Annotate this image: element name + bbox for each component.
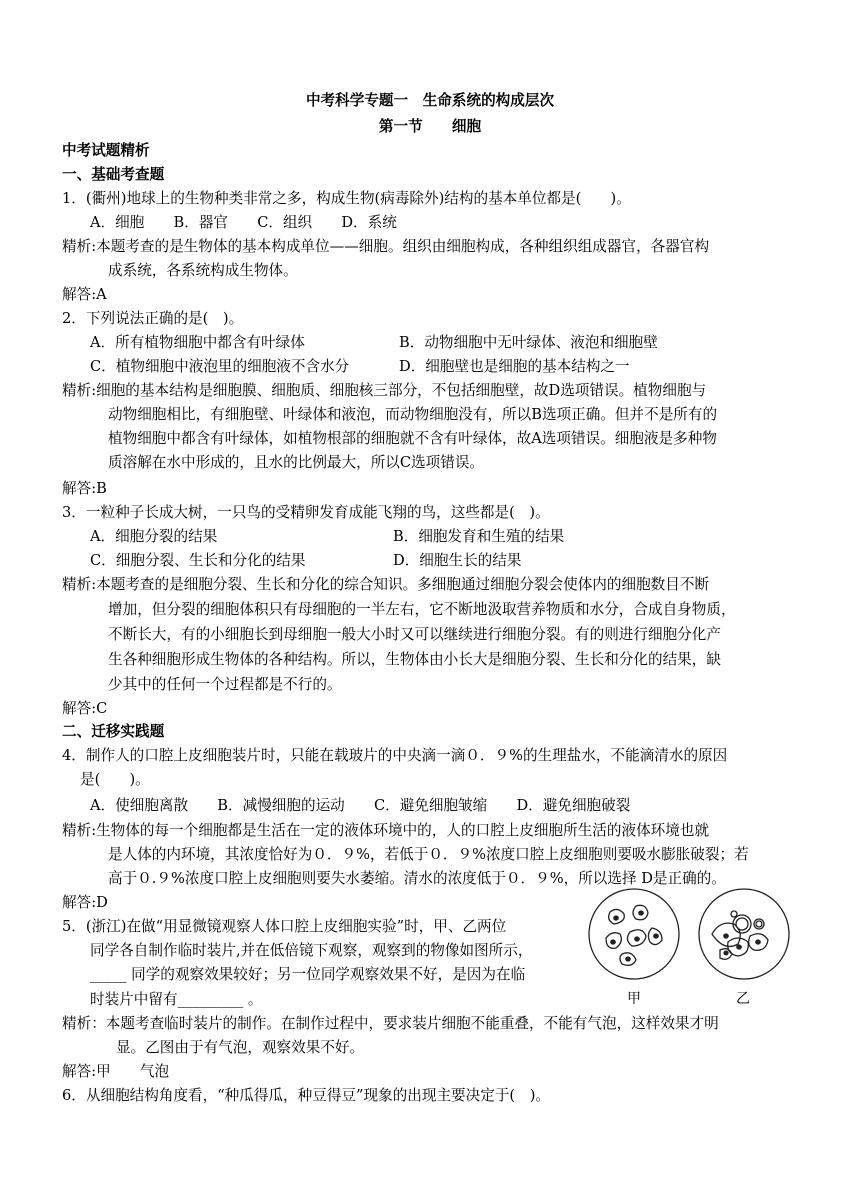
page-title: 中考科学专题一 生命系统的构成层次 <box>305 92 555 109</box>
q4-stem-line-1: 4．制作人的口腔上皮细胞装片时，只能在载玻片的中央滴一滴０．９%的生理盐水，不能滴清水的原因 <box>62 747 728 764</box>
q5-answer: 解答:甲 气泡 <box>62 1063 170 1080</box>
q3-analysis-line-5: 少其中的任何一个过程都是不行的。 <box>108 676 342 693</box>
q2-option-c: C．植物细胞中液泡里的细胞液不含水分 <box>90 358 350 375</box>
q2-option-a: A．所有植物细胞中都含有叶绿体 <box>90 334 305 351</box>
figure-label-yi: 乙 <box>736 991 750 1007</box>
page-subtitle: 第一节 细胞 <box>378 118 482 135</box>
section-1-heading: 一、基础考查题 <box>62 166 165 183</box>
microscope-figure <box>582 884 802 1010</box>
microscope-views-illustration <box>582 884 802 1010</box>
q5-analysis-line-1: 精析：本题考查临时装片的制作。在制作过程中，要求装片细胞不能重叠，不能有气泡，这样效果才明 <box>62 1015 719 1032</box>
q5-stem-line-4: 时装片中留有_________ 。 <box>90 991 263 1008</box>
q3-option-c: C．细胞分裂、生长和分化的结果 <box>90 552 306 569</box>
q4-analysis-line-2: 是人体的内环境，其浓度恰好为０．９%，若低于０．９%浓度口腔上皮细胞则要吸水膨胀破裂；若 <box>108 846 749 863</box>
section-main-heading: 中考试题精析 <box>62 142 150 159</box>
q1-analysis-line-2: 成系统，各系统构成生物体。 <box>108 262 298 279</box>
q2-analysis-line-3: 植物细胞中都含有叶绿体，如植物根部的细胞就不含有叶绿体，故A选项错误。细胞液是多种物 <box>108 430 717 447</box>
q4-analysis-line-3: 高于０.９%浓度口腔上皮细胞则要失水萎缩。清水的浓度低于０．９%，所以选择 D是正确的。 <box>108 870 726 887</box>
q1-analysis-line-1: 精析:本题考查的是生物体的基本构成单位——细胞。组织由细胞构成，各种组织组成器官，各器官构 <box>62 238 710 255</box>
q4-options: A．使细胞离散 B．减慢细胞的运动 C．避免细胞皱缩 D．避免细胞破裂 <box>90 797 631 814</box>
section-2-heading: 二、迁移实践题 <box>62 723 165 740</box>
q3-option-b: B．细胞发育和生殖的结果 <box>393 528 565 545</box>
view-yi <box>699 889 789 979</box>
q5-stem-line-1: 5．(浙江)在做“用显微镜观察人体口腔上皮细胞实验”时，甲、乙两位 <box>62 918 507 935</box>
q3-analysis-line-1: 精析:本题考查的是细胞分裂、生长和分化的综合知识。多细胞通过细胞分裂会使体内的细胞数目不断 <box>62 576 710 593</box>
q3-option-a: A．细胞分裂的结果 <box>90 528 218 545</box>
q2-option-d: D．细胞壁也是细胞的基本结构之一 <box>399 358 630 375</box>
q4-analysis-line-1: 精析:生物体的每一个细胞都是生活在一定的液体环境中的，人的口腔上皮细胞所生活的液体环境也就 <box>62 822 710 839</box>
q3-answer: 解答:C <box>62 700 108 717</box>
q1-answer: 解答:A <box>62 286 107 303</box>
q4-answer: 解答:D <box>62 894 108 911</box>
q5-analysis-line-2: 显。乙图由于有气泡，观察效果不好。 <box>116 1039 365 1056</box>
q2-analysis-line-2: 动物细胞相比，有细胞壁、叶绿体和液泡，而动物细胞没有，所以B选项正确。但并不是所有的 <box>108 406 718 423</box>
q3-analysis-line-4: 生各种细胞形成生物体的各种结构。所以，生物体由小长大是细胞分裂、生长和分化的结果，缺 <box>108 651 721 668</box>
q1-stem: 1．(衢州)地球上的生物种类非常之多，构成生物(病毒除外)结构的基本单位都是( )。 <box>62 190 631 207</box>
q5-stem-line-3: _____ 同学的观察效果较好；另一位同学观察效果不好，是因为在临 <box>90 966 526 983</box>
view-jia <box>589 889 679 979</box>
q2-stem: 2．下列说法正确的是( )。 <box>62 310 244 327</box>
q2-analysis-line-4: 质溶解在水中形成的，且水的比例最大，所以C选项错误。 <box>108 454 485 471</box>
q1-options: A．细胞 B．器官 C．组织 D．系统 <box>90 214 397 231</box>
q3-analysis-line-3: 不断长大，有的小细胞长到母细胞一般大小时又可以继续进行细胞分裂。有的则进行细胞分化产 <box>108 626 721 643</box>
q6-stem: 6．从细胞结构角度看，“种瓜得瓜，种豆得豆”现象的出现主要决定于( )。 <box>62 1087 551 1104</box>
q2-analysis-line-1: 精析:细胞的基本结构是细胞膜、细胞质、细胞核三部分，不包括细胞壁，故D选项错误。植物细胞与 <box>62 382 707 399</box>
q5-stem-line-2: 同学各自制作临时装片,并在低倍镜下观察，观察到的物像如图所示， <box>90 942 533 959</box>
figure-label-jia: 甲 <box>627 991 641 1007</box>
q4-stem-line-2: 是( )。 <box>80 771 150 788</box>
q3-stem: 3．一粒种子长成大树，一只鸟的受精卵发育成能飞翔的鸟，这些都是( )。 <box>62 504 550 521</box>
q2-option-b: B．动物细胞中无叶绿体、液泡和细胞壁 <box>399 334 658 351</box>
q3-option-d: D．细胞生长的结果 <box>393 552 522 569</box>
q3-analysis-line-2: 增加，但分裂的细胞体积只有母细胞的一半左右，它不断地汲取营养物质和水分，合成自身物质， <box>108 601 736 618</box>
q2-answer: 解答:B <box>62 480 107 497</box>
